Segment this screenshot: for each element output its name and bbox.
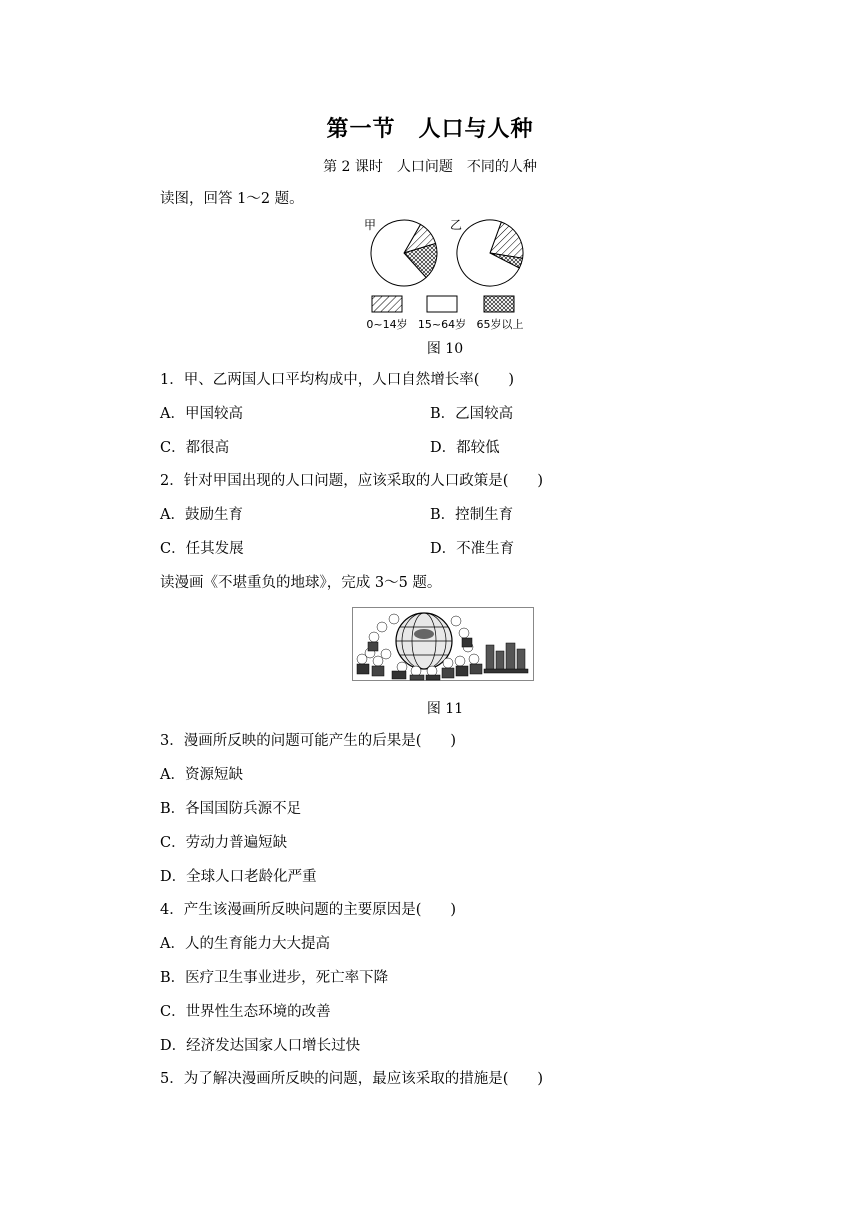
q2-option-c: C．任其发展 [160,541,244,557]
q3-option-a: A．资源短缺 [160,767,243,783]
pie-chart-yi [457,220,523,286]
intro-q1-2: 读图，回答 1～2 题。 [160,191,304,207]
q2-option-d: D．不准生育 [430,541,515,557]
q4-option-b: B．医疗卫生事业进步，死亡率下降 [160,970,389,986]
pie-label-yi: 乙 [450,218,463,232]
q2-stem: 2．针对甲国出现的人口问题，应该采取的人口政策是( ) [160,473,544,489]
q1-option-d: D．都较低 [430,440,500,456]
page-title: 第一节 人口与人种 [326,116,534,142]
figure-11-cartoon [352,607,534,681]
figure-11-caption: 图 11 [426,701,464,717]
legend-label-65-plus: 65岁以上 [476,318,524,331]
q3-option-b: B．各国国防兵源不足 [160,801,302,817]
legend-label-0-14: 0~14岁 [366,318,408,331]
q1-option-b: B．乙国较高 [430,406,514,422]
q1-option-c: C．都很高 [160,440,230,456]
figure-10-caption: 图 10 [426,341,464,357]
intro-q3-5: 读漫画《不堪重负的地球》，完成 3～5 题。 [160,575,442,591]
q2-option-b: B．控制生育 [430,507,514,523]
q1-stem: 1．甲、乙两国人口平均构成中，人口自然增长率( ) [160,372,515,388]
q3-option-c: C．劳动力普遍短缺 [160,835,288,851]
q4-option-c: C．世界性生态环境的改善 [160,1004,331,1020]
figure-10-pie-charts [360,212,540,334]
pie-label-jia: 甲 [364,218,377,232]
pie-chart-jia [371,220,437,286]
q1-option-a: A．甲国较高 [160,406,243,422]
q3-option-d: D．全球人口老龄化严重 [160,869,317,885]
q4-stem: 4．产生该漫画所反映问题的主要原因是( ) [160,902,457,918]
q4-option-d: D．经济发达国家人口增长过快 [160,1038,361,1054]
page-subtitle: 第 2 课时 人口问题 不同的人种 [323,159,537,175]
q4-option-a: A．人的生育能力大大提高 [160,936,330,952]
legend-swatch-0-14 [372,296,402,312]
q3-stem: 3．漫画所反映的问题可能产生的后果是( ) [160,733,457,749]
q2-option-a: A．鼓励生育 [160,507,243,523]
legend-swatch-65-plus [484,296,514,312]
q5-stem: 5．为了解决漫画所反映的问题，最应该采取的措施是( ) [160,1071,544,1087]
legend-label-15-64: 15~64岁 [417,318,467,331]
legend-swatch-15-64 [427,296,457,312]
